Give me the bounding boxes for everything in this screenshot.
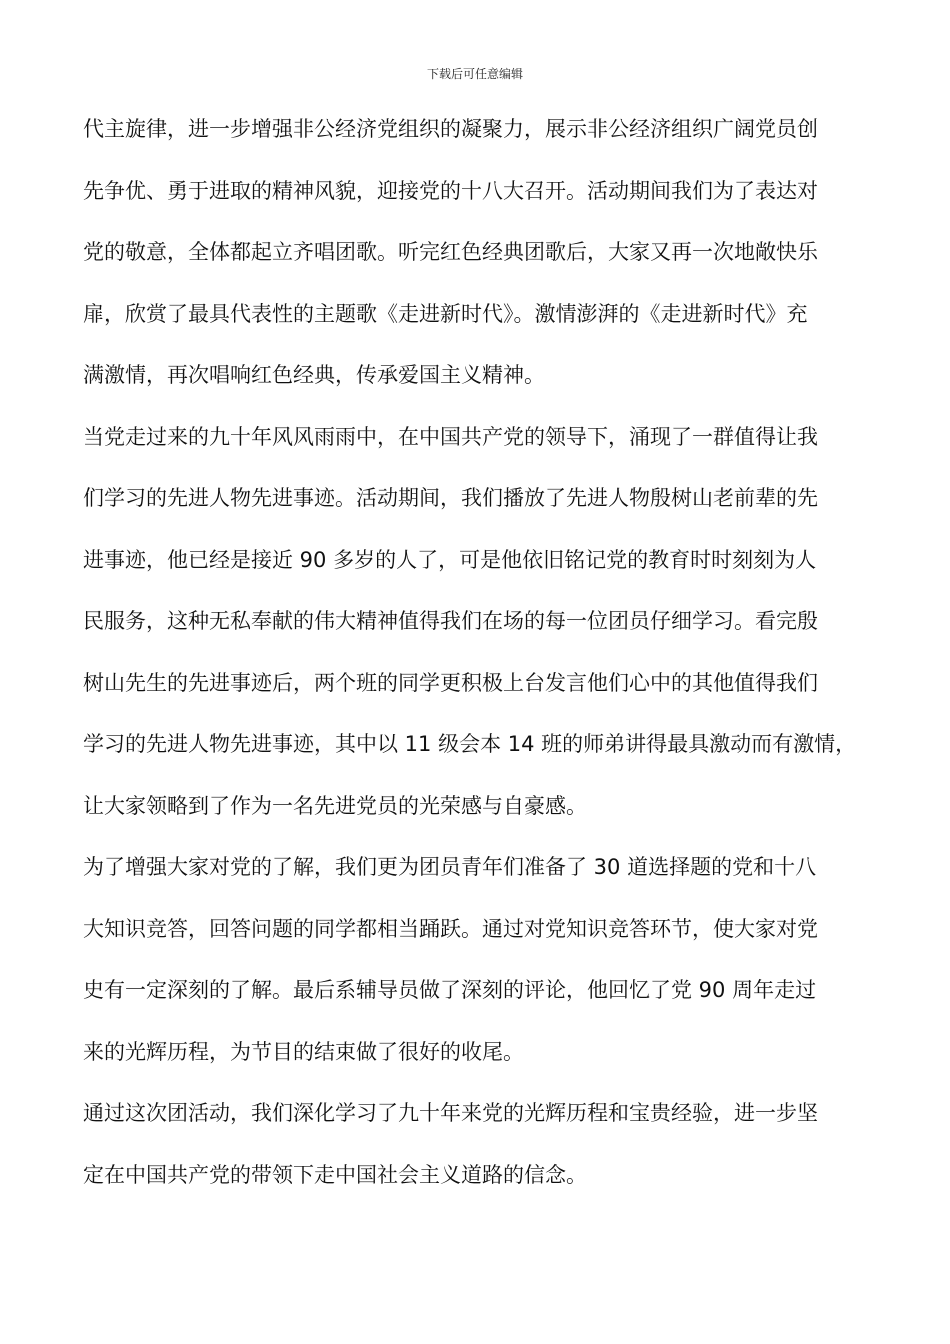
page-header-note: 下载后可任意编辑 (426, 67, 523, 81)
text-line: 民服务，这种无私奉献的伟大精神值得我们在场的每一位团员仔细学习。看完殷 (83, 609, 818, 633)
text-line: 代主旋律，进一步增强非公经济党组织的凝聚力，展示非公经济组织广阔党员创 (83, 117, 818, 141)
text-line: 为了增强大家对党的了解，我们更为团员青年们准备了 30 道选择题的党和十八 (83, 855, 817, 879)
text-line: 让大家领略到了作为一名先进党员的光荣感与自豪感。 (83, 793, 587, 818)
text-line: 树山先生的先进事迹后，两个班的同学更积极上台发言他们心中的其他值得我们 (83, 670, 818, 695)
text-line: 定在中国共产党的带领下走中国社会主义道路的信念。 (83, 1162, 587, 1187)
text-line: 党的敬意，全体都起立齐唱团歌。听完红色经典团歌后，大家又再一次地敞快乐 (83, 240, 818, 264)
text-line: 学习的先进人物先进事迹，其中以 11 级会本 14 班的师弟讲得最具激动而有激情， (83, 732, 857, 756)
text-line: 先争优、勇于进取的精神风貌，迎接党的十八大召开。活动期间我们为了表达对 (83, 178, 818, 203)
document-body (83, 114, 883, 1221)
text-line: 大知识竞答，回答问题的同学都相当踊跃。通过对党知识竞答环节，使大家对党 (83, 916, 818, 941)
text-line: 来的光辉历程，为节目的结束做了很好的收尾。 (83, 1039, 524, 1064)
text-line: 当党走过来的九十年风风雨雨中，在中国共产党的领导下，涌现了一群值得让我 (83, 424, 818, 449)
text-line: 们学习的先进人物先进事迹。活动期间，我们播放了先进人物殷树山老前辈的先 (83, 486, 818, 510)
text-line: 进事迹，他已经是接近 90 多岁的人了，可是他依旧铭记党的教育时时刻刻为人 (83, 547, 817, 572)
text-line: 满激情，再次唱响红色经典，传承爱国主义精神。 (83, 363, 545, 387)
text-line: 通过这次团活动，我们深化学习了九十年来党的光辉历程和宝贵经验，进一步坚 (83, 1101, 818, 1125)
text-line: 史有一定深刻的了解。最后系辅导员做了深刻的评论，他回忆了党 90 周年走过 (83, 978, 817, 1002)
text-line: 扉，欣赏了最具代表性的主题歌《走进新时代》。激情澎湃的《走进新时代》充 (83, 301, 808, 326)
